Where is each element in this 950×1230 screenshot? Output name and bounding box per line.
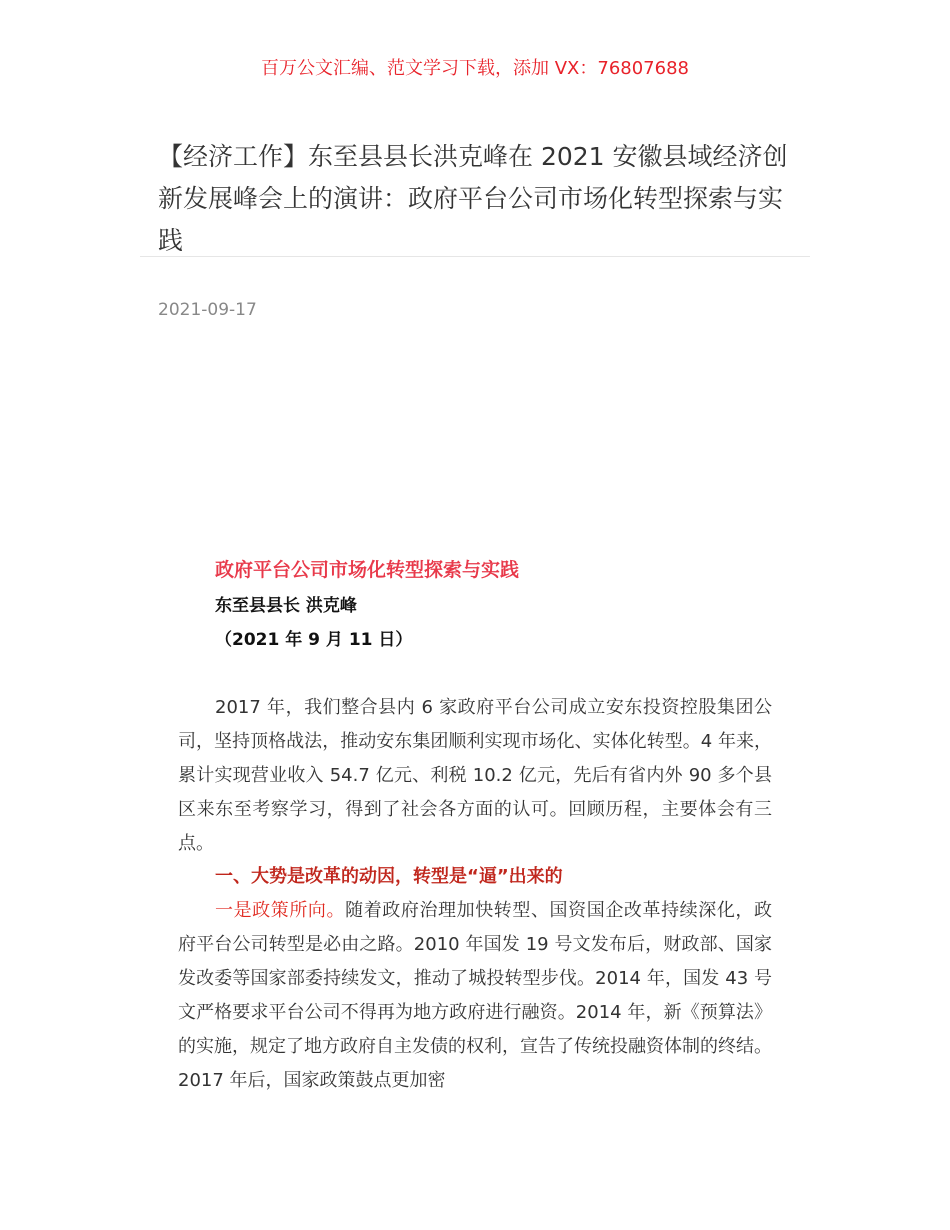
publish-date: 2021-09-17 [158, 300, 257, 320]
speech-author: 东至县县长 洪克峰 [215, 596, 357, 616]
section-1-paragraph [178, 894, 772, 1098]
article-title: 【经济工作】东至县县长洪克峰在 2021 安徽县域经济创新发展峰会上的演讲：政府平台公司市场化转型探索与实践 [158, 142, 788, 255]
intro-paragraph: 2017 年，我们整合县内 6 家政府平台公司成立安东投资控股集团公司，坚持顶格战法，推动安东集团顺利实现市场化、实体化转型。4 年来，累计实现营业收入 54.7 亿元、利税 10.2 亿元，先后有省内外 90 多个县区来东至考察学习，得到了社会各方面的认可。回顾历程，主要体会有三点。 [178, 697, 772, 854]
promo-banner: 百万公文汇编、范文学习下载，添加 VX：76807688 [261, 58, 689, 79]
section-1-text: 随着政府治理加快转型、国资国企改革持续深化，政府平台公司转型是必由之路。2010 年国发 19 号文发布后，财政部、国家发改委等国家部委持续发文，推动了城投转型步伐。2014 年，国发 43 号文严格要求平台公司不得再为地方政府进行融资。2014 年，新《预算法》的实施，规定了地方政府自主发债的权利，宣告了传统投融资体制的终结。2017 年后，国家政策鼓点更加密 [178, 900, 773, 1091]
speech-subtitle: 政府平台公司市场化转型探索与实践 [215, 559, 520, 581]
speech-date: （2021 年 9 月 11 日） [215, 630, 413, 650]
section-heading-1: 一、大势是改革的动因，转型是“逼”出来的 [215, 866, 563, 887]
section-1-lead: 一是政策所向。 [215, 900, 346, 921]
title-divider [140, 256, 810, 257]
